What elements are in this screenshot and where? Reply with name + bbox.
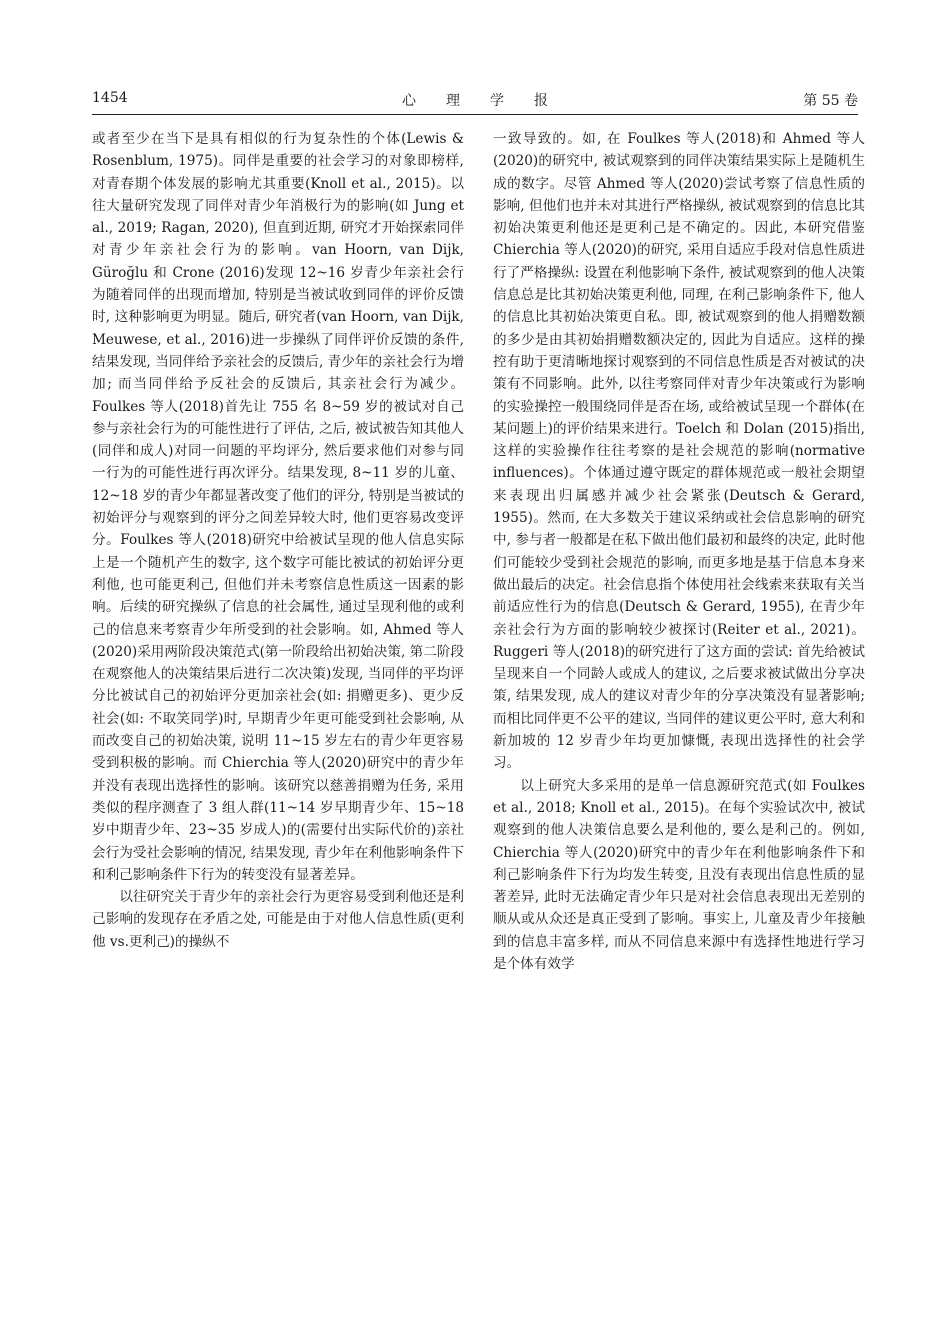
paragraph: 一致导致的。如, 在 Foulkes 等人(2018)和 Ahmed 等人(2020)的研究中, 被试观察到的同伴决策结果实际上是随机生成的数字。尽管 Ahmed 等人(2020)尝试考察了信息性质的影响, 但他们也并未对其进行严格操纵, 被试观察到的信息比其初始决策更利他还是更利己是不确定的。因此, 本研究借鉴 Chierchia 等人(2020)的研究, 采用自适应手段对信息性质进行了严格操纵: 设置在利他影响下条件, 被试观察到的他人决策信息总是比其初始决策更利他, 同理, 在利己影响条件下, 他人的信息比其初始决策更自私。即, 被试观察到的他人捐赠数额的多少是由其初始捐赠数额决定的, 因此为自适应。这样的操控有助于更清晰地探讨观察到的不同信息性质是否对被试的决策有不同影响。此外, 以往考察同伴对青少年决策或行为影响的实验操控一般围绕同伴是否在场, 或给被试呈现一个群体(在某问题上)的评价结果来进行。Toelch 和 Dolan (2015)指出, 这样的实验操作往往考察的是社会规范的影响(normative influences)。个体通过遵守既定的群体规范或一般社会期望来表现出归属感并减少社会紧张(Deutsch & Gerard, 1955)。然而, 在大多数关于建议采纳或社会信息影响的研究中, 参与者一般都是在私下做出他们最初和最终的决定, 此时他们可能较少受到社会规范的影响, 而更多地是基于信息本身来做出最后的决定。社会信息指个体使用社会线索来获取有关当前适应性行为的信息(Deutsch & Gerard, 1955), 在青少年亲社会行为方面的影响较少被探讨(Reiter et al., 2021)。Ruggeri 等人(2018)的研究进行了这方面的尝试: 首先给被试呈现来自一个同龄人或成人的建议, 之后要求被试做出分享决策, 结果发现, 成人的建议对青少年的分享决策没有显著影响; 而相比同伴更不公平的建议, 当同伴的建议更公平时, 意大利和新加坡的 12 岁青少年均更加慷慨, 表现出选择性的社会学习。 [493, 131, 865, 772]
page-number: 1454 [92, 90, 128, 106]
journal-title: 心理学报 [402, 93, 578, 109]
running-header [92, 88, 858, 115]
paragraph: 或者至少在当下是具有相似的行为复杂性的个体(Lewis & Rosenblum, 1975)。同伴是重要的社会学习的对象即榜样, 对青春期个体发展的影响尤其重要(Knoll et al., 2015)。以往大量研究发现了同伴对青少年消极行为的影响(如 Jung et al., 2019; Ragan, 2020), 但直到近期, 研究才开始探索同伴对青少年亲社会行为的影响。van Hoorn, van Dijk, Güroğlu 和 Crone (2016)发现 12~16 岁青少年亲社会行为随着同伴的出现而增加, 特别是当被试收到同伴的评价反馈时, 这种影响更为明显。随后, 研究者(van Hoorn, van Dijk, Meuwese, et al., 2016)进一步操纵了同伴评价反馈的条件, 结果发现, 当同伴给予亲社会的反馈后, 青少年的亲社会行为增加; 而当同伴给予反社会的反馈后, 其亲社会行为减少。Foulkes 等人(2018)首先让 755 名 8~59 岁的被试对自己参与亲社会行为的可能性进行了评估, 之后, 被试被告知其他人(同伴和成人)对同一问题的平均评分, 然后要求他们对参与同一行为的可能性进行再次评分。结果发现, 8~11 岁的儿童、12~18 岁的青少年都显著改变了他们的评分, 特别是当被试的初始评分与观察到的评分之间差异较大时, 他们更容易改变评分。Foulkes 等人(2018)研究中给被试呈现的他人信息实际上是一个随机产生的数字, 这个数字可能比被试的初始评分更利他, 也可能更利己, 但他们并未考察信息性质这一因素的影响。后续的研究操纵了信息的社会属性, 通过呈现利他的或利己的信息来考察青少年所受到的社会影响。如, Ahmed 等人(2020)采用两阶段决策范式(第一阶段给出初始决策, 第二阶段在观察他人的决策结果后进行二次决策)发现, 当同伴的平均评分比被试自己的初始评分更加亲社会(如: 捐赠更多)、更少反社会(如: 不取笑同学)时, 早期青少年更可能受到社会影响, 从而改变自己的初始决策, 说明 11~15 岁左右的青少年更容易受到积极的影响。而 Chierchia 等人(2020)研究中的青少年并没有表现出选择性的影响。该研究以慈善捐赠为任务, 采用类似的程序测查了 3 组人群(11~14 岁早期青少年、15~18 岁中期青少年、23~35 岁成人)的(需要付出实际代价的)亲社会行为受社会影响的情况, 结果发现, 青少年在利他影响条件下和利己影响条件下行为的转变没有显著差异。 [92, 131, 464, 883]
paragraph: 以上研究大多采用的是单一信息源研究范式(如 Foulkes et al., 2018; Knoll et al., 2015)。在每个实验试次中, 被试观察到的他人决策信息要么是利他的, 要么是利己的。例如, Chierchia 等人(2020)研究中的青少年在利他影响条件下和利己影响条件下行为均发生转变, 且没有表现出信息性质的显著差异, 此时无法确定青少年只是对社会信息表现出无差别的顺从或从众还是真正受到了影响。事实上, 儿童及青少年接触到的信息丰富多样, 而从不同信息来源中有选择性地进行学习是个体有效学 [493, 777, 865, 972]
paragraph: 以往研究关于青少年的亲社会行为更容易受到利他还是利己影响的发现存在矛盾之处, 可能是由于对他人信息性质(更利他 vs.更利己)的操纵不 [92, 889, 464, 950]
volume-label: 第 55 卷 [803, 93, 858, 109]
left-column [92, 128, 464, 953]
right-column [493, 128, 865, 975]
